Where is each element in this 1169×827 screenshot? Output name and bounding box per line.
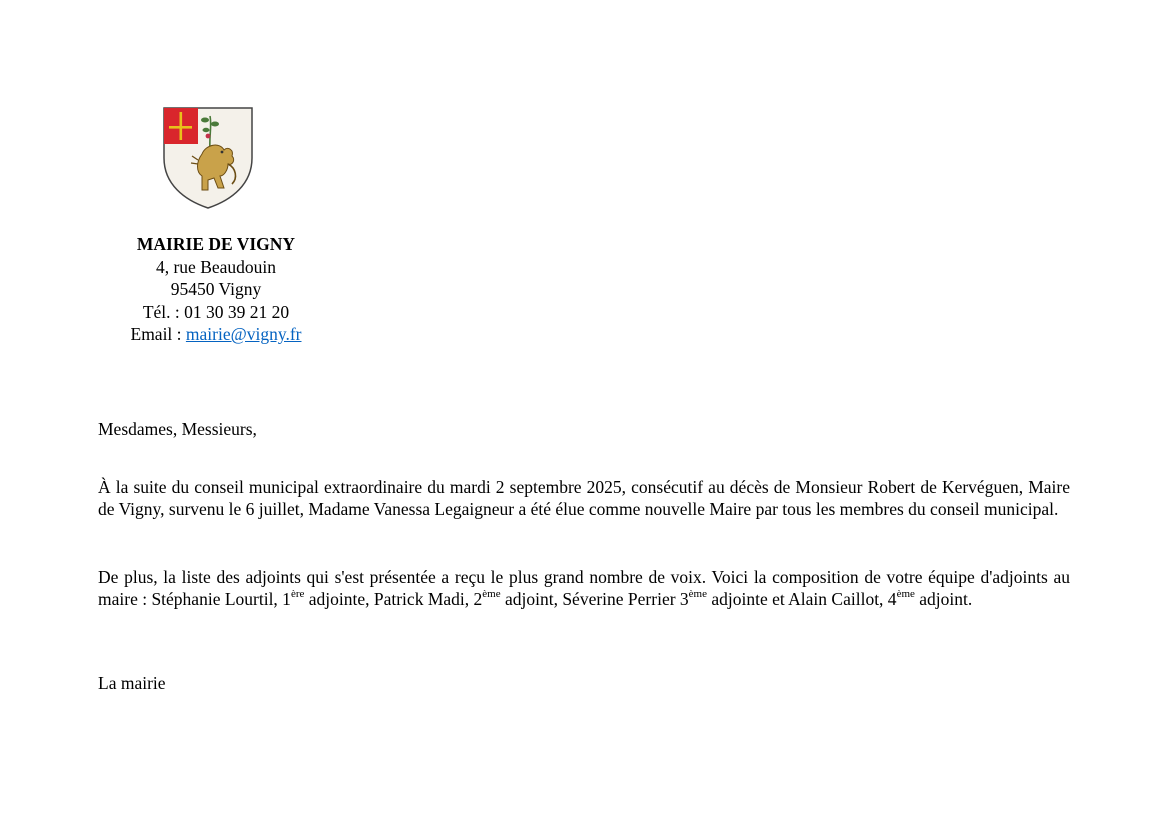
mairie-header [98,233,334,346]
paragraph-2-part-4: adjointe et Alain Caillot, 4 [707,589,897,609]
address-line-1: 4, rue Beaudouin [155,256,277,277]
superscript-4: ème [896,588,915,601]
paragraph-2-part-2: adjointe, Patrick Madi, 2 [304,589,483,609]
mairie-title: MAIRIE DE VIGNY [136,234,296,254]
paragraph-2-part-3: adjoint, Séverine Perrier 3 [500,589,689,609]
salutation: Mesdames, Messieurs, [98,419,257,439]
email-line [98,323,334,346]
paragraph-2-part-5: adjoint. [914,589,973,609]
coat-of-arms-icon [162,106,254,210]
phone-line: Tél. : 01 30 39 21 20 [142,301,290,322]
closing-signature: La mairie [98,673,166,693]
superscript-1: ère [290,588,305,601]
paragraph-2 [98,566,1070,610]
email-label: Email : [130,324,186,344]
superscript-2: ème [482,588,501,601]
paragraph-1: À la suite du conseil municipal extraordinaire du mardi 2 septembre 2025, consécutif au décès de Monsieur Robert de Kervéguen, Maire de Vigny, survenu le 6 juillet, Madame Vanessa Legaigneur a été élue comme nouvelle Maire par tous les membres du conseil municipal. [98,477,1070,519]
superscript-3: ème [688,588,707,601]
paragraph-2-part-1: De plus, la liste des adjoints qui s'est présentée a reçu le plus grand nombre de voix. Voici la composition de votre équipe d'adjoints au maire : Stéphanie Lourtil, 1 [98,567,1070,609]
email-link[interactable]: mairie@vigny.fr [185,324,302,344]
address-line-2: 95450 Vigny [170,279,262,299]
